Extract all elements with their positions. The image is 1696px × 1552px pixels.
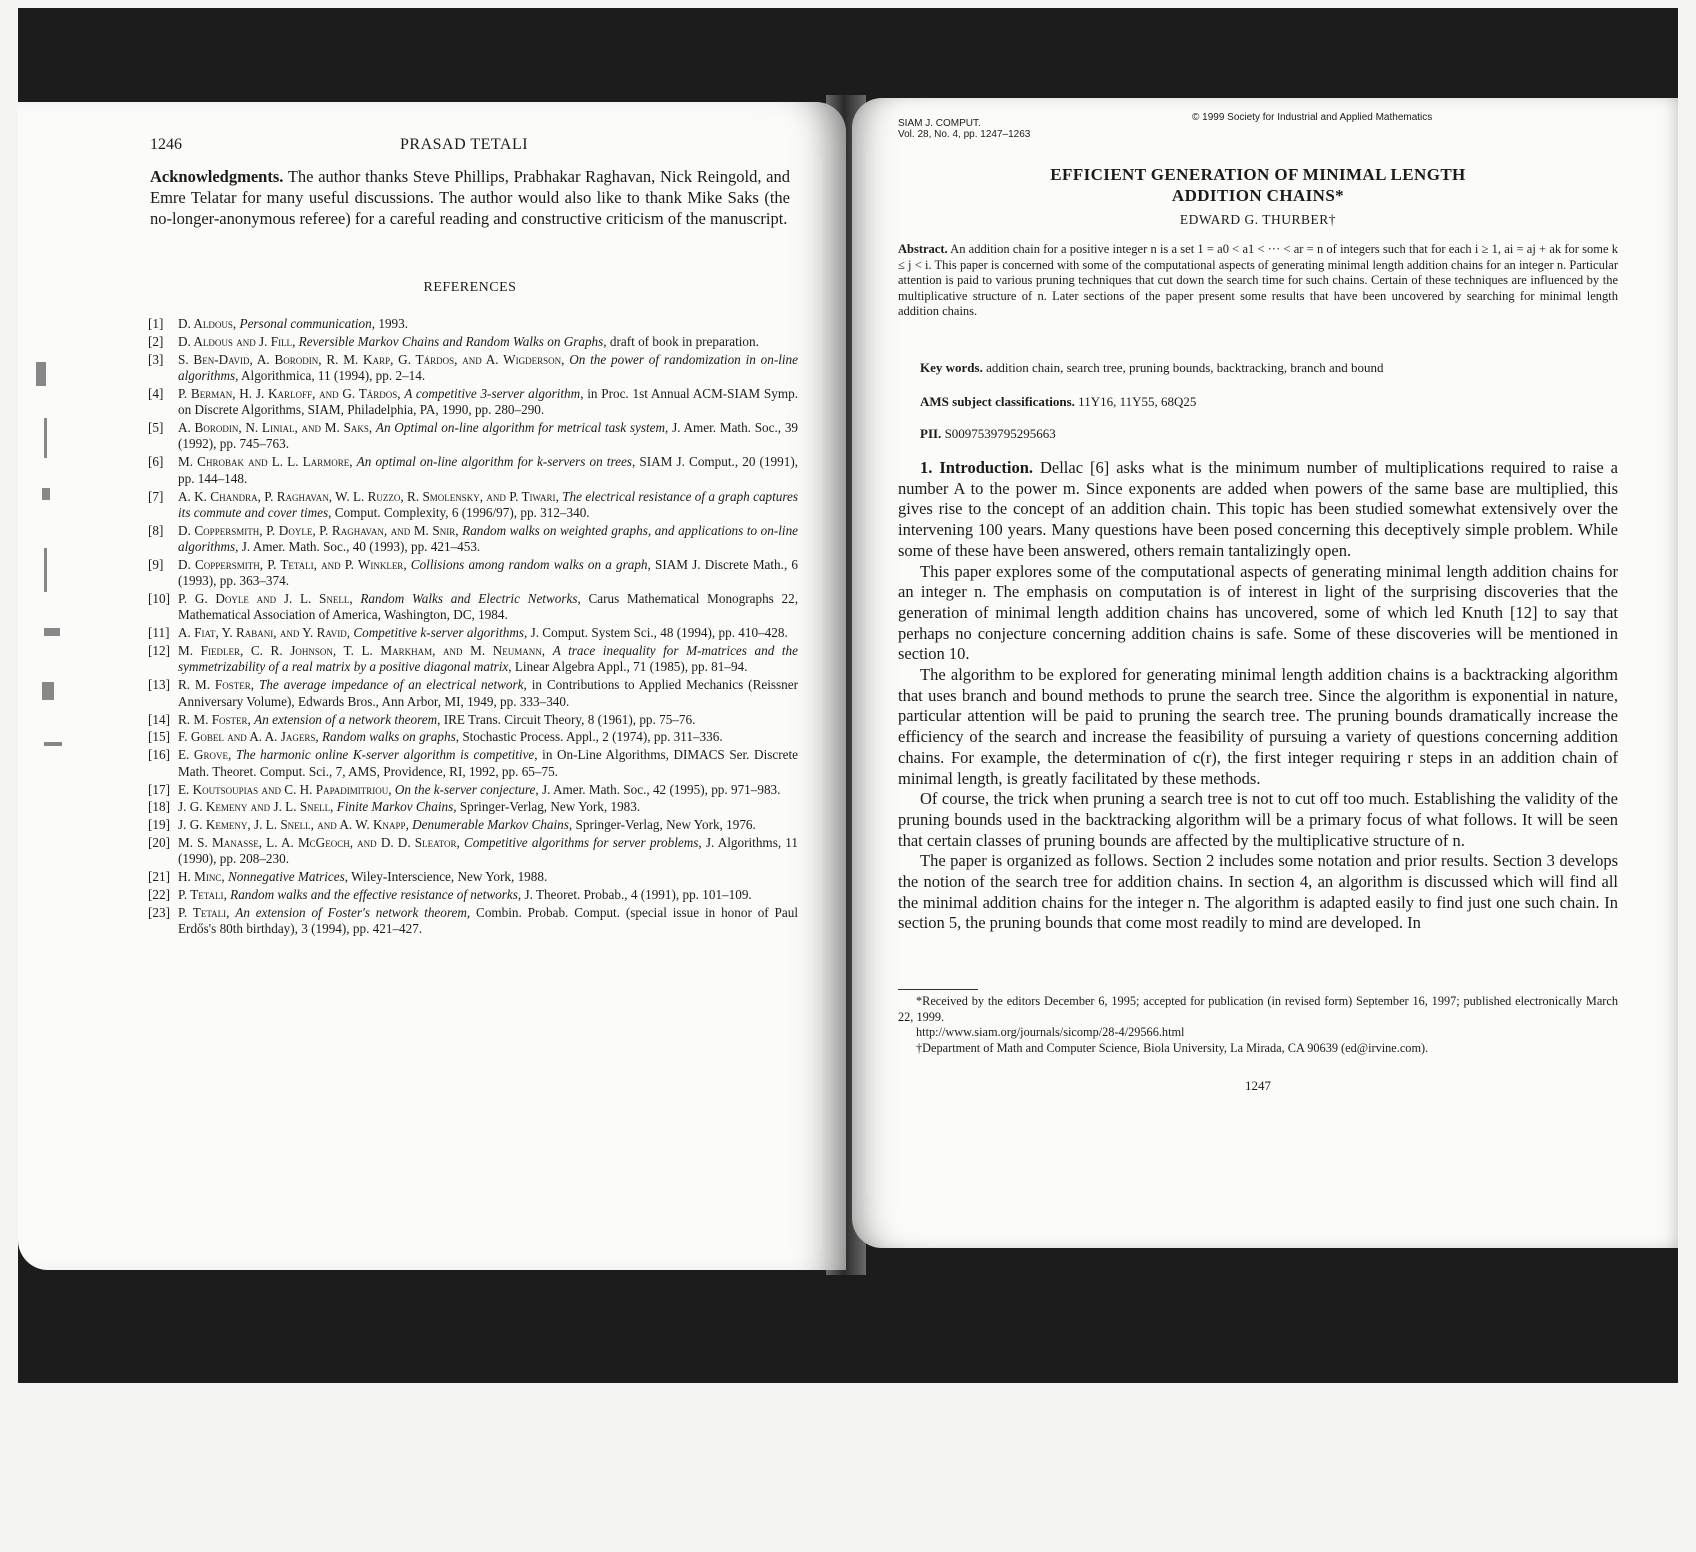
reference-text: P. Berman, H. J. Karloff, and G. Tárdos, A competitive 3-server algorithm, in Proc. 1st Annual ACM-SIAM Symp. on Discrete Algorithms, SIAM, Philadelphia, PA, 1990, pp. 280–290. [178, 385, 798, 418]
reference-title: Nonnegative Matrices [227, 869, 345, 885]
reference-authors: P. Tetali [178, 905, 227, 921]
reference-authors: M. Fiedler, C. R. Johnson, T. L. Markham, and M. Neumann [178, 643, 542, 659]
reference-details: , J. Amer. Math. Soc., 39 (1992), pp. 745–763. [178, 420, 799, 452]
reference-title: On the power of randomization in on-line algorithms [178, 351, 798, 384]
reference-authors: D. Aldous and J. Fill [178, 333, 293, 349]
reference-details: , Stochastic Process. Appl., 2 (1974), pp. 311–336. [455, 729, 723, 745]
reference-authors: A. Borodin, N. Linial, and M. Saks [178, 420, 369, 436]
reference-title: Personal communication [239, 316, 372, 331]
reference-details: , Algorithmica, 11 (1994), pp. 2–14. [235, 368, 426, 384]
reference-item [148, 454, 798, 487]
reference-authors: A. Fiat, Y. Rabani, and Y. Ravid [178, 625, 347, 641]
reference-text: J. G. Kemeny and J. L. Snell, Finite Markov Chains, Springer-Verlag, New York, 1983. [178, 799, 641, 815]
reference-details: , Carus Mathematical Monographs 22, Mathematical Association of America, Washington, DC, 1984. [178, 591, 798, 623]
reference-text: E. Koutsoupias and C. H. Papadimitriou, On the k-server conjecture, J. Amer. Math. Soc., 42 (1995), pp. 971–983. [178, 781, 781, 797]
journal-name: SIAM J. COMPUT. [898, 118, 981, 129]
reference-item [148, 677, 798, 710]
reference-authors: A. K. Chandra, P. Raghavan, W. L. Ruzzo, R. Smolensky, and P. Tiwari [178, 488, 556, 504]
reference-details: , in Contributions to Applied Mechanics (Reissner Anniversary Volume), Edwards Bros., Ann Arbor, MI, 1949, pp. 333–340. [178, 677, 798, 709]
reference-text: P. Tetali, An extension of Foster's network theorem, Combin. Probab. Comput. (special issue in honor of Paul Erdős's 80th birthday), 3 (1994), pp. 421–427. [178, 905, 798, 937]
reference-item [148, 625, 798, 641]
reference-item [148, 782, 798, 798]
reference-title: Collisions among random walks on a graph [410, 556, 648, 572]
reference-text: M. Chrobak and L. L. Larmore, An optimal on-line algorithm for k-servers on trees, SIAM J. Comput., 20 (1991), pp. 144–148. [178, 454, 799, 486]
reference-authors: R. M. Foster [178, 711, 248, 727]
reference-details: , Linear Algebra Appl., 71 (1985), pp. 81–94. [508, 659, 748, 675]
reference-text: H. Minc, Nonnegative Matrices, Wiley-Interscience, New York, 1988. [178, 869, 548, 885]
title-line-2: ADDITION CHAINS* [1171, 186, 1345, 205]
intro-paragraph: This paper explores some of the computational aspects of generating minimal length addition chains for an integer n. The emphasis on computation is of interest in light of the surprising discoveries that the generation of minimal length addition chains has uncovered, some of which led Knuth [12] to say that perhaps no conjecture concerning addition chains is safe. Some of these discoveries will be mentioned in section 10. [898, 561, 1618, 664]
reference-item [148, 869, 798, 885]
pii-text: S0097539795295663 [941, 426, 1056, 441]
reference-details: , J. Amer. Math. Soc., 42 (1995), pp. 971–983. [535, 781, 781, 797]
reference-authors: S. Ben-David, A. Borodin, R. M. Karp, G. Tárdos, and A. Wigderson [178, 351, 562, 367]
intro-paragraph: The paper is organized as follows. Section 2 includes some notation and prior results. Section 3 develops the notion of the search tree for addition chains. In section 4, an algorithm is discussed which will find all the minimal addition chains for the integer n. The algorithm is adapted easily to find just one such chain. In section 5, the pruning bounds that come most readily to mind are developed. In [898, 851, 1618, 933]
reference-details: , Combin. Probab. Comput. (special issue in honor of Paul Erdős's 80th birthday), 3 (1994), pp. 421–427. [178, 905, 798, 937]
reference-number: [1] [148, 316, 164, 331]
reference-text: D. Aldous, Personal communication, 1993. [178, 316, 409, 331]
reference-number: [22] [148, 887, 170, 903]
reference-item [148, 316, 798, 332]
reference-details: , J. Theoret. Probab., 4 (1991), pp. 101–109. [517, 887, 752, 903]
reference-authors: D. Aldous [178, 316, 233, 331]
reference-number: [18] [148, 799, 170, 815]
reference-authors: D. Coppersmith, P. Tetali, and P. Winkler [178, 556, 404, 572]
reference-item [148, 817, 798, 833]
reference-text: R. M. Foster, An extension of a network theorem, IRE Trans. Circuit Theory, 8 (1961), pp. 75–76. [178, 711, 696, 727]
reference-number: [21] [148, 869, 170, 885]
reference-authors: H. Minc [178, 869, 222, 885]
reference-title: On the k-server conjecture [394, 781, 536, 797]
reference-authors: P. Berman, H. J. Karloff, and G. Tárdos [178, 385, 398, 401]
reference-title: A competitive 3-server algorithm [404, 385, 581, 401]
reference-authors: M. S. Manasse, L. A. McGeoch, and D. D. Sleator [178, 835, 457, 851]
reference-authors: E. Koutsoupias and C. H. Papadimitriou [178, 781, 389, 797]
reference-authors: E. Grove [178, 747, 228, 763]
left-page [18, 102, 846, 1270]
reference-title: Random Walks and Electric Networks [360, 591, 578, 607]
reference-item [148, 835, 798, 868]
reference-item [148, 489, 798, 522]
pii [920, 426, 1056, 442]
reference-title: A trace inequality for M-matrices and the symmetrizability of a real matrix by a positive diagonal matrix [178, 643, 799, 675]
reference-title: An extension of a network theorem [254, 711, 438, 727]
reference-number: [4] [148, 385, 164, 401]
reference-title: Competitive k-server algorithms [353, 625, 524, 641]
paper-author: EDWARD G. THURBER† [1179, 212, 1337, 227]
reference-title: Competitive algorithms for server problems [463, 835, 699, 851]
reference-details: , in Proc. 1st Annual ACM-SIAM Symp. on Discrete Algorithms, SIAM, Philadelphia, PA, 1990, pp. 280–290. [178, 385, 798, 418]
reference-authors: M. Chrobak and L. L. Larmore [178, 454, 350, 470]
reference-text: J. G. Kemeny, J. L. Snell, and A. W. Knapp, Denumerable Markov Chains, Springer-Verlag, New York, 1976. [178, 817, 756, 833]
reference-details: , IRE Trans. Circuit Theory, 8 (1961), pp. 75–76. [437, 711, 696, 727]
reference-details: , Comput. Complexity, 6 (1996/97), pp. 312–340. [328, 504, 590, 520]
reference-number: [15] [148, 729, 170, 745]
intro-paragraph [898, 458, 1618, 562]
reference-number: [16] [148, 747, 170, 763]
ack-heading: Acknowledgments. [150, 167, 284, 186]
reference-number: [3] [148, 351, 164, 367]
reference-text: D. Coppersmith, P. Doyle, P. Raghavan, and M. Snir, Random walks on weighted graphs, and applications to on-line algorithms, J. Amer. Math. Soc., 40 (1993), pp. 421–453. [178, 522, 799, 555]
reference-details: , Springer-Verlag, New York, 1976. [568, 817, 756, 833]
reference-details: , Wiley-Interscience, New York, 1988. [344, 869, 548, 885]
right-page-number: 1247 [1245, 1078, 1271, 1093]
reference-item [148, 523, 798, 556]
reference-number: [14] [148, 711, 170, 727]
reference-number: [13] [148, 677, 170, 693]
reference-authors: F. Gobel and A. A. Jagers [178, 729, 316, 745]
footnote-url[interactable]: http://www.siam.org/journals/sicomp/28-4/29566.html [916, 1025, 1185, 1040]
references-heading: REFERENCES [423, 280, 517, 295]
reference-item [148, 887, 798, 903]
intro-paragraph: The algorithm to be explored for generating minimal length addition chains is a backtracking algorithm that uses branch and bound methods to prune the search tree. Since the algorithm is exponential in nature, particular attention will be paid to pruning the search tree. The pruning bounds dramatically increase the efficiency of the search and increase the feasibility of pursuing a variety of questions concerning addition chains. For example, the determination of c(r), the first integer requiring r steps in an addition chain of minimal length, is greatly facilitated by these methods. [898, 665, 1618, 788]
acknowledgments [150, 166, 790, 229]
footnotes [898, 994, 1618, 1056]
reference-title: Random walks on graphs [322, 729, 456, 745]
title-line-1: EFFICIENT GENERATION OF MINIMAL LENGTH [1050, 165, 1466, 184]
keywords-text: addition chain, search tree, pruning bounds, backtracking, branch and bound [982, 360, 1384, 375]
reference-text: D. Aldous and J. Fill, Reversible Markov Chains and Random Walks on Graphs, draft of book in preparation. [178, 333, 759, 349]
reference-item [148, 386, 798, 419]
paper-title [898, 164, 1618, 206]
reference-details: , SIAM J. Comput., 20 (1991), pp. 144–148. [178, 454, 799, 486]
reference-text: M. Fiedler, C. R. Johnson, T. L. Markham, and M. Neumann, A trace inequality for M-matrices and the symmetrizability of a real matrix by a positive diagonal matrix, Linear Algebra Appl., 71 (1985), pp. 81–94. [178, 643, 799, 675]
intro-heading: 1. Introduction. [920, 458, 1034, 477]
reference-text: R. M. Foster, The average impedance of an electrical network, in Contributions to Applied Mechanics (Reissner Anniversary Volume), Edwards Bros., Ann Arbor, MI, 1949, pp. 333–340. [178, 677, 798, 709]
reference-title: The harmonic online K-server algorithm is competitive [235, 747, 535, 763]
footnote-rule [898, 989, 978, 990]
footnote-affiliation: †Department of Math and Computer Science, Biola University, La Mirada, CA 90639 (ed@irvine.com). [916, 1040, 1429, 1055]
ack-text: The author thanks Steve Phillips, Prabhakar Raghavan, Nick Reingold, and Emre Telatar for many useful discussions. The author would also like to thank Mike Saks (the no-longer-anonymous referee) for a careful reading and constructive criticism of the manuscript. [150, 167, 790, 228]
reference-number: [7] [148, 488, 164, 504]
reference-text: S. Ben-David, A. Borodin, R. M. Karp, G. Tárdos, and A. Wigderson, On the power of randomization in on-line algorithms, Algorithmica, 11 (1994), pp. 2–14. [178, 351, 798, 384]
reference-number: [12] [148, 643, 170, 659]
reference-item [148, 591, 798, 624]
reference-text: M. S. Manasse, L. A. McGeoch, and D. D. Sleator, Competitive algorithms for server problems, J. Algorithms, 11 (1990), pp. 208–230. [178, 835, 798, 867]
reference-number: [6] [148, 454, 164, 470]
ams-label: AMS subject classifications. [920, 394, 1075, 409]
reference-title: An extension of Foster's network theorem [235, 905, 467, 921]
reference-title: Finite Markov Chains [336, 799, 454, 815]
footnote-received: *Received by the editors December 6, 1995; accepted for publication (in revised form) September 16, 1997; published electronically March 22, 1999. [898, 994, 1618, 1024]
reference-details: , draft of book in preparation. [603, 333, 759, 349]
reference-title: An optimal on-line algorithm for k-servers on trees [356, 454, 632, 470]
abstract-label: Abstract. [898, 242, 948, 256]
intro-paragraph: Of course, the trick when pruning a search tree is not to cut off too much. Establishing the validity of the pruning bounds used in the backtracking algorithm will be a primary focus of what follows. It will be seen that certain classes of pruning bounds are affected by the multiplicative structure of n. [898, 789, 1618, 850]
right-page [852, 98, 1678, 1248]
reference-authors: R. M. Foster [178, 677, 251, 693]
running-head: PRASAD TETALI [400, 136, 529, 153]
reference-item [148, 334, 798, 350]
reference-details: , J. Comput. System Sci., 48 (1994), pp. 410–428. [523, 625, 788, 641]
keywords [920, 360, 1384, 376]
reference-item [148, 643, 798, 676]
reference-title: An Optimal on-line algorithm for metrical task system [375, 420, 666, 436]
reference-text: P. G. Doyle and J. L. Snell, Random Walks and Electric Networks, Carus Mathematical Monographs 22, Mathematical Association of America, Washington, DC, 1984. [178, 591, 798, 623]
references-list [148, 316, 798, 939]
reference-item [148, 712, 798, 728]
reference-authors: D. Coppersmith, P. Doyle, P. Raghavan, and M. Snir [178, 522, 456, 538]
left-page-number: 1246 [150, 136, 182, 153]
reference-details: , SIAM J. Discrete Math., 6 (1993), pp. 363–374. [178, 556, 798, 589]
journal-volume: Vol. 28, No. 4, pp. 1247–1263 [898, 129, 1031, 140]
reference-number: [5] [148, 420, 164, 436]
reference-details: , Springer-Verlag, New York, 1983. [453, 799, 641, 815]
reference-title: Random walks and the effective resistance of networks [230, 887, 518, 903]
reference-authors: P. G. Doyle and J. L. Snell [178, 591, 350, 607]
reference-item [148, 352, 798, 385]
journal-info [898, 118, 1030, 140]
reference-item [148, 729, 798, 745]
reference-item [148, 420, 798, 453]
reference-number: [2] [148, 333, 164, 349]
reference-title: The electrical resistance of a graph captures its commute and cover times [178, 488, 799, 520]
reference-item [148, 799, 798, 815]
reference-number: [17] [148, 781, 170, 797]
copyright: © 1999 Society for Industrial and Applied Mathematics [1192, 112, 1433, 123]
reference-text: A. Fiat, Y. Rabani, and Y. Ravid, Competitive k-server algorithms, J. Comput. System Sci., 48 (1994), pp. 410–428. [178, 625, 788, 641]
keywords-label: Key words. [920, 360, 983, 375]
reference-number: [11] [148, 625, 170, 641]
reference-text: F. Gobel and A. A. Jagers, Random walks on graphs, Stochastic Process. Appl., 2 (1974), pp. 311–336. [178, 729, 723, 745]
intro-text: Dellac [6] asks what is the minimum number of multiplications required to raise a number A to the power m. Since exponents are added when powers of the same base are multiplied, this gives rise to the concept of an addition chain. This topic has been studied somewhat extensively over the intervening 100 years. Many questions have been posed concerning this deceptively simple problem. While some of these have been answered, others remain tantalizingly open. [898, 458, 1618, 560]
reference-number: [20] [148, 835, 170, 851]
reference-details: , 1993. [371, 316, 409, 331]
reference-title: The average impedance of an electrical network [258, 677, 524, 693]
reference-details: , J. Amer. Math. Soc., 40 (1993), pp. 421–453. [235, 539, 481, 555]
reference-number: [19] [148, 817, 170, 833]
abstract-text: An addition chain for a positive integer n is a set 1 = a0 < a1 < ··· < ar = n of integers such that for each i ≥ 1, ai = aj + ak for some k ≤ j < i. This paper is concerned with some of the computational aspects of generating minimal length addition chains for an integer n. Particular attention is paid to various pruning techniques that cut down the search time for such chains. Certain of these techniques are influenced by the multiplicative structure of n. Later sections of the paper present some results that have been uncovered by searching for minimal length addition chains. [898, 242, 1618, 318]
reference-text: E. Grove, The harmonic online K-server algorithm is competitive, in On-Line Algorithms, DIMACS Ser. Discrete Math. Theoret. Comput. Sci., 7, AMS, Providence, RI, 1992, pp. 65–75. [178, 747, 798, 779]
ams-text: 11Y16, 11Y55, 68Q25 [1074, 394, 1197, 409]
reference-authors: P. Tetali [178, 887, 224, 903]
pii-label: PII. [920, 426, 942, 441]
reference-text: D. Coppersmith, P. Tetali, and P. Winkler, Collisions among random walks on a graph, SIAM J. Discrete Math., 6 (1993), pp. 363–374. [178, 556, 798, 589]
reference-item [148, 905, 798, 938]
reference-title: Reversible Markov Chains and Random Walks on Graphs [298, 333, 604, 349]
reference-authors: J. G. Kemeny and J. L. Snell [178, 799, 331, 815]
abstract [898, 242, 1618, 320]
introduction [898, 458, 1618, 934]
reference-authors: J. G. Kemeny, J. L. Snell, and A. W. Knapp [178, 817, 406, 833]
reference-number: [23] [148, 905, 170, 921]
reference-number: [9] [148, 556, 164, 572]
ams-classifications [920, 394, 1196, 410]
reference-item [148, 747, 798, 780]
reference-details: , in On-Line Algorithms, DIMACS Ser. Discrete Math. Theoret. Comput. Sci., 7, AMS, Providence, RI, 1992, pp. 65–75. [178, 747, 798, 779]
reference-number: [10] [148, 591, 170, 607]
reference-number: [8] [148, 522, 164, 538]
reference-details: , J. Algorithms, 11 (1990), pp. 208–230. [178, 835, 798, 867]
reference-text: P. Tetali, Random walks and the effective resistance of networks, J. Theoret. Probab., 4 (1991), pp. 101–109. [178, 887, 752, 903]
bleed-through-marks [30, 352, 90, 802]
reference-text: A. Borodin, N. Linial, and M. Saks, An Optimal on-line algorithm for metrical task system, J. Amer. Math. Soc., 39 (1992), pp. 745–763. [178, 420, 799, 452]
reference-title: Random walks on weighted graphs, and applications to on-line algorithms [178, 522, 799, 555]
reference-item [148, 557, 798, 590]
reference-title: Denumerable Markov Chains [412, 817, 569, 833]
reference-text: A. K. Chandra, P. Raghavan, W. L. Ruzzo, R. Smolensky, and P. Tiwari, The electrical resistance of a graph captures its commute and cover times, Comput. Complexity, 6 (1996/97), pp. 312–340. [178, 488, 799, 520]
